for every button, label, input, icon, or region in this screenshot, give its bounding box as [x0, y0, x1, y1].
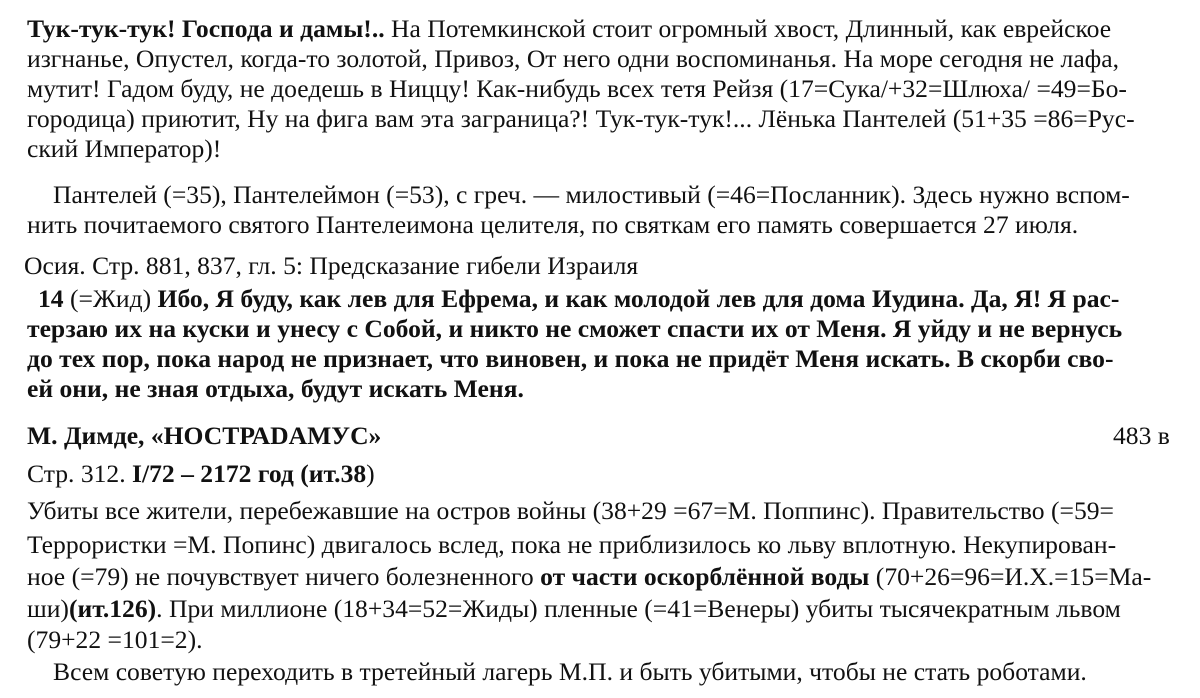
verse-number: 14 [38, 284, 64, 313]
text-line: ей они, не зная отдыха, будут искать Меня. [27, 374, 524, 403]
text-line: мутит! Гадом буду, не доедешь в Ниццу! Как-нибудь всех тетя Рейзя (17=Сука/+32=Шлюха/ =49=Бо- [27, 74, 1127, 103]
text-span: На Потемкинской стоит огромный хвост, Длинный, как еврейское [384, 14, 1112, 43]
bold-phrase: Тук-тук-тук! Господа и дамы!.. [27, 14, 385, 43]
text-line: Террористки =М. Попинс) двигалось вслед, пока не приблизилось ко льву вплотную. Некупирован- [27, 530, 1117, 559]
text-line: Пантелей (=35), Пантелеймон (=53), с греч. — милостивый (=46=Посланник). Здесь нужно вспом- [53, 180, 1130, 209]
text-line: Всем советую переходить в третейный лагерь М.П. и быть убитыми, чтобы не стать роботами. [53, 657, 1087, 686]
text-span: (70+26=96=И.Х.=15=Ма- [869, 562, 1152, 591]
text-line: Убиты все жители, перебежавшие на остров войны (38+29 =67=М. Поппинс). Правительство (=59= [27, 496, 1114, 525]
text-span: Стр. 312. [27, 459, 133, 488]
text-line [27, 594, 1121, 625]
text-span: ) [366, 459, 375, 488]
text-line: (79+22 =101=2). [27, 625, 203, 654]
page-reference: 483 в [1113, 421, 1170, 450]
text-span: ши) [27, 594, 69, 623]
text-line: изгнанье, Опустел, когда-то золотой, Привоз, От него одни воспоминанья. На море сегодня не лафа, [27, 44, 1120, 73]
text-line: нить почитаемого святого Пантелеимона целителя, по святкам его память совершается 27 июля. [27, 210, 1079, 239]
bold-phrase: I/72 – 2172 год (ит.38 [132, 459, 367, 488]
text-line [27, 562, 1151, 593]
text-line [27, 14, 1111, 45]
bold-phrase: Ибо, Я буду, как лев для Ефрема, и как молодой лев для дома Иудина. Да, Я! Я рас- [157, 284, 1120, 313]
text-line [38, 284, 1119, 315]
text-span: ное (=79) не почувствует ничего болезненного [27, 562, 541, 591]
text-line [27, 459, 375, 490]
text-line: городица) приютит, Ну на фига вам эта заграница?! Тук-тук-тук!... Лёнька Пантелей (51+35 =86=Рус- [27, 104, 1135, 133]
section-heading: Осия. Стр. 881, 837, гл. 5: Предсказание гибели Израиля [24, 251, 639, 280]
bold-phrase: (ит.126) [68, 594, 157, 623]
text-span: . При миллионе (18+34=52=Жиды) пленные (=41=Венеры) убиты тысячекратным львом [156, 594, 1121, 623]
text-line: терзаю их на куски и унесу с Собой, и никто не сможет спасти их от Меня. Я уйду и не вернусь [27, 314, 1123, 343]
text-span: (=Жид) [63, 284, 158, 313]
text-line: до тех пор, пока народ не признает, что виновен, и пока не придёт Меня искать. В скорби сво- [27, 344, 1114, 373]
text-line: ский Император)! [27, 134, 222, 163]
bold-phrase: от части оскорблённой воды [540, 562, 870, 591]
source-title: М. Димде, «НОСТРАDAMУС» [27, 421, 382, 450]
